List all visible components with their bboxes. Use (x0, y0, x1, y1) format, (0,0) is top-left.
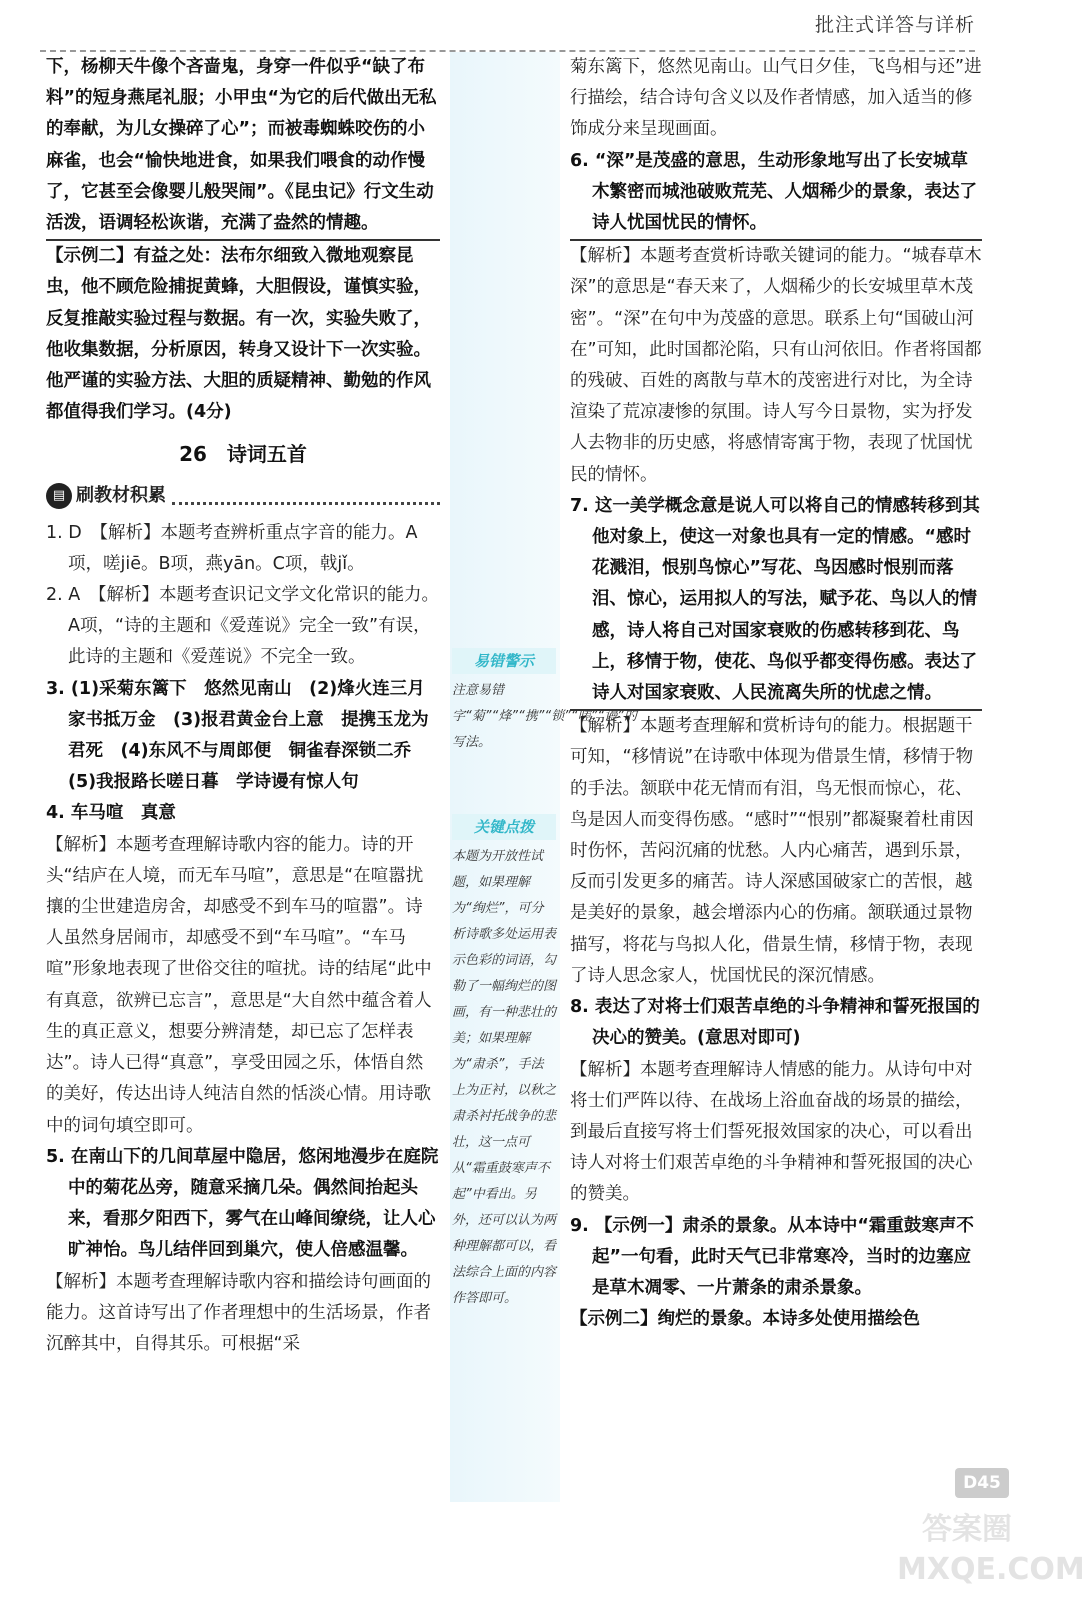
answer-item: 8. 表达了对将士们艰苦卓绝的斗争精神和誓死报国的决心的赞美。(意思对即可) (570, 997, 980, 1049)
analysis-paragraph: 【解析】本题考查理解诗人情感的能力。从诗句中对将士们严阵以待、在战场上浴血奋战的场景的描绘，到最后直接写将士们誓死报效国家的决心，可以看出诗人对将士们艰苦卓绝的斗争精神和誓死报国的决心的赞美。 (570, 1059, 973, 1205)
left-column (46, 52, 443, 1360)
book-icon: ▤ (46, 483, 72, 509)
page-header: 批注式详答与详析 (814, 14, 975, 36)
tip-text: 本题为开放性试题，如果理解为“绚烂”，可分析诗歌多处运用表示色彩的词语，勾勒了一幅绚烂的图画，有一种悲壮的美；如果理解为“肃杀”，手法上为正衬，以秋之肃杀衬托战争的悲壮，这一点可从“霜重鼓寒声不起”中看出。另外，还可以认为两种理解都可以，看法综合上面的内容作答即可。 (452, 849, 557, 1306)
answer-item: 9. 【示例一】肃杀的景象。从本诗中“霜重鼓寒声不起”一句看，此时天气已非常寒冷，当时的边塞应是草木凋零、一片萧条的肃杀景象。 (570, 1215, 974, 1298)
badge-label: 刷教材积累 (76, 485, 166, 507)
tip-box-key-points (452, 814, 556, 1312)
answer-paragraph: 【示例二】绚烂的景象。本诗多处使用描绘色 (570, 1309, 920, 1330)
tip-text: 注意易错字“菊”“烽”“携”“锁”“嗟”“谩”的写法。 (452, 683, 637, 750)
dotted-divider (172, 488, 440, 505)
section-badge (46, 480, 440, 511)
answer-item: 5. 在南山下的几间草屋中隐居，悠闲地漫步在庭院中的菊花丛旁，随意采摘几朵。偶然间抬起头来，看那夕阳西下，雾气在山峰间缭绕，让人心旷神怡。鸟儿结伴回到巢穴，使人倍感温馨。 (46, 1146, 439, 1261)
answer-item: 2. A 【解析】本题考查识记文学文化常识的能力。A项，“诗的主题和《爱莲说》完全一致”有误，此诗的主题和《爱莲说》不完全一致。 (46, 585, 439, 668)
watermark: 答案圈 MXQE.COM (897, 1512, 1085, 1587)
answer-item: 7. 这一美学概念意是说人可以将自己的情感转移到其他对象上，使这一对象也具有一定的情感。“感时花溅泪，恨别鸟惊心”写花、鸟因感时恨别而落泪、惊心，运用拟人的写法，赋予花、鸟以人的情感，诗人将自己对国家衰败的伤感转移到花、鸟上，移情于物，使花、鸟似乎都变得伤感。表达了诗人对国家衰败、人民流离失所的忧虑之情。 (570, 491, 982, 711)
answer-item: 1. D 【解析】本题考查辨析重点字音的能力。A项，嗟jiē。B项，燕yān。C项，戟jǐ。 (46, 522, 418, 574)
answer-paragraph: 【示例二】有益之处：法布尔细致入微地观察昆虫，他不顾危险捕捉黄蜂，大胆假设，谨慎实验，反复推敲实验过程与数据。有一次，实验失败了，他收集数据，分析原因，转身又设计下一次实验。他严谨的实验方法、大胆的质疑精神、勤勉的作风都值得我们学习。(4分) (46, 246, 431, 423)
analysis-paragraph: 【解析】本题考查理解诗歌内容的能力。诗的开头“结庐在人境，而无车马喧”，意思是“在喧嚣扰攘的尘世建造房舍，却感受不到车马的喧嚣”。诗人虽然身居闹市，却感受不到“车马喧”。“车马喧”形象地表现了世俗交往的喧扰。诗的结尾“此中有真意，欲辨已忘言”，意思是“大自然中蕴含着人生的真正意义，想要分辨清楚，却已忘了怎样表达”。诗人已得“真意”，享受田园之乐，体悟自然的美好，传达出诗人纯洁自然的恬淡心情。用诗歌中的词句填空即可。 (46, 834, 432, 1136)
tip-title: 易错警示 (452, 648, 556, 674)
analysis-paragraph: 【解析】本题考查理解和赏析诗句的能力。根据题干可知，“移情说”在诗歌中体现为借景生情，移情于物的手法。颔联中花无情而有泪，鸟无恨而惊心，花、鸟是因人而变得伤感。“感时”“恨别”都凝聚着杜甫因时伤怀，苦闷沉痛的忧愁。人内心痛苦，遇到乐景，反而引发更多的痛苦。诗人深感国破家亡的苦恨，越是美好的景象，越会增添内心的伤痛。颔联通过景物描写，将花与鸟拟人化，借景生情，移情于物，表现了诗人思念家人，忧国忧民的深沉情感。 (570, 716, 974, 986)
right-column (570, 52, 982, 1335)
tip-title: 关键点拨 (452, 814, 556, 840)
answer-item: 4. 车马喧 真意 (46, 803, 176, 824)
answer-item: 6. “深”是茂盛的意思，生动形象地写出了长安城草木繁密而城池破败荒芜、人烟稀少的景象，表达了诗人忧国忧民的情怀。 (570, 146, 982, 242)
analysis-paragraph: 菊东篱下，悠然见南山。山气日夕佳，飞鸟相与还”进行描绘，结合诗句含义以及作者情感，加入适当的修饰成分来呈现画面。 (570, 57, 982, 140)
tip-box-errors (452, 648, 637, 756)
analysis-paragraph: 【解析】本题考查理解诗歌内容和描绘诗句画面的能力。这首诗写出了作者理想中的生活场景，作者沉醉其中，自得其乐。可根据“采 (46, 1271, 431, 1354)
analysis-paragraph: 【解析】本题考查赏析诗歌关键词的能力。“城春草木深”的意思是“春天来了，人烟稀少的长安城里草木茂密”。“深”在句中为茂盛的意思。联系上句“国破山河在”可知，此时国都沦陷，只有山河依旧。作者将国都的残破、百姓的离散与草木的茂密进行对比，为全诗渲染了荒凉凄惨的氛围。诗人写今日景物，实为抒发人去物非的历史感，将感情寄寓于物，表现了忧国忧民的情怀。 (570, 246, 982, 485)
section-title: 26 诗词五首 (179, 442, 307, 467)
answer-item: 3. (1)采菊东篱下 悠然见南山 (2)烽火连三月 家书抵万金 (3)报君黄金台上意 提携玉龙为君死 (4)东风不与周郎便 铜雀春深锁二乔 (5)我报路长嗟日暮 学诗谩有惊人句 (46, 678, 443, 793)
answer-paragraph: 下，杨柳天牛像个吝啬鬼，身穿一件似乎“缺了布料”的短身燕尾礼服；小甲虫“为它的后代做出无私的奉献，为儿女操碎了心”；而被毒蜘蛛咬伤的小麻雀，也会“愉快地进食，如果我们喂食的动作慢了，它甚至会像婴儿般哭闹”。《昆虫记》行文生动活泼，语调轻松诙谐，充满了盎然的情趣。 (46, 52, 440, 241)
page-number: D45 (955, 1468, 1009, 1498)
